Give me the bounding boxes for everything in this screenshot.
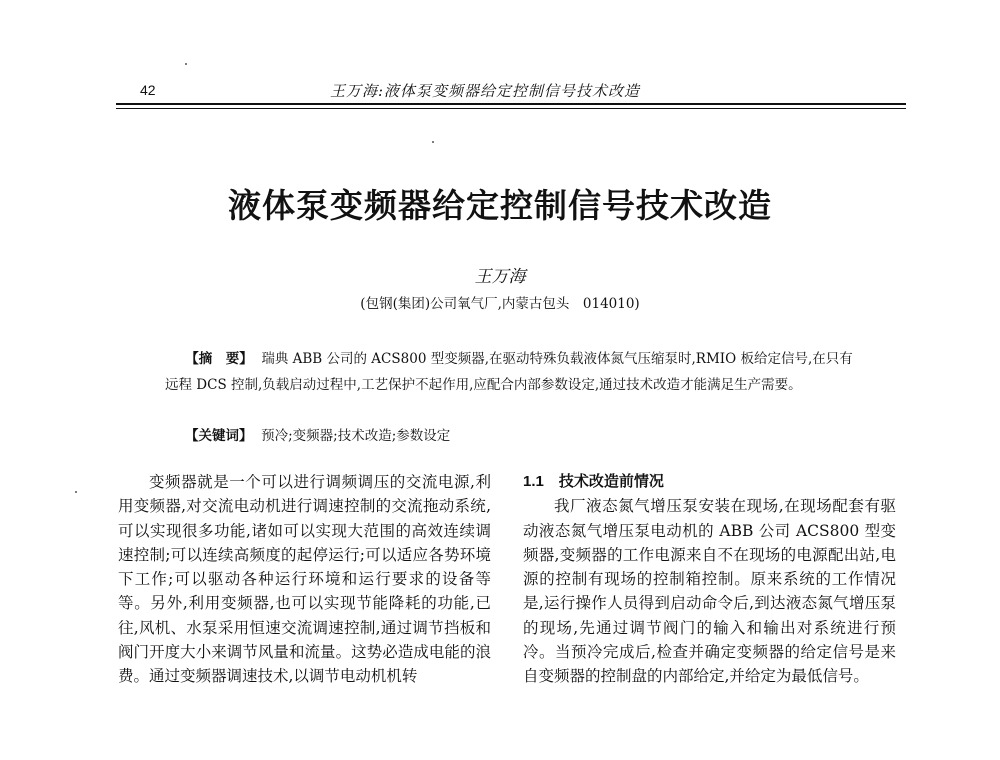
abstract	[165, 346, 855, 398]
running-head: 王万海:液体泵变频器给定控制信号技术改造	[330, 82, 641, 100]
section-heading: 1.1 技术改造前情况	[523, 473, 664, 490]
scan-speck	[185, 63, 187, 65]
abstract-text: 瑞典 ABB 公司的 ACS800 型变频器,在驱动特殊负载液体氮气压缩泵时,RMIO 板给定信号,在只有远程 DCS 控制,负载启动过程中,工艺保护不起作用,应配合内部参数设定,通过技术改造才能满足生产需要。	[165, 351, 853, 393]
header-rule-thin	[116, 108, 906, 109]
author-name: 王万海	[474, 267, 526, 287]
abstract-label: 【摘 要】	[192, 351, 253, 367]
page-number: 42	[140, 82, 156, 98]
article-title: 液体泵变频器给定控制信号技术改造	[228, 186, 772, 225]
keywords-text: 预冷;变频器;技术改造;参数设定	[261, 428, 451, 444]
scan-speck	[432, 141, 434, 143]
body-paragraph: 我厂液态氮气增压泵安装在现场,在现场配套有驱动液态氮气增压泵电动机的 ABB 公司 ACS800 型变频器,变频器的工作电源来自不在现场的电源配出站,电源的控制有现场的控制箱控制。原来系统的工作情况是,运行操作人员得到启动命令后,到达液态氮气增压泵的现场,先通过调节阀门的输入和输出对系统进行预冷。当预冷完成后,检查并确定变频器的给定信号是来自变频器的控制盘的内部给定,并给定为最低信号。	[523, 497, 896, 686]
author-affiliation: (包钢(集团)公司氧气厂,内蒙古包头 014010)	[360, 296, 640, 312]
body-paragraph: 变频器就是一个可以进行调频调压的交流电源,利用变频器,对交流电动机进行调速控制的交流拖动系统,可以实现很多功能,诸如可以实现大范围的高效连续调速控制;可以连续高频度的起停运行;可以适应各势环境下工作;可以驱动各种运行环境和运行要求的设备等等。另外,利用变频器,也可以实现节能降耗的功能,已往,风机、水泵采用恒速交流调速控制,通过调节挡板和阀门开度大小来调节风量和流量。这势必造成电能的浪费。通过变频器调速技术,以调节电动机机转	[118, 473, 491, 686]
scan-speck	[75, 491, 77, 493]
body-column-right	[523, 470, 896, 689]
keywords	[185, 424, 450, 444]
header-rule-thick	[116, 103, 906, 105]
body-column-left	[118, 470, 491, 689]
keywords-label: 【关键词】	[185, 428, 253, 444]
